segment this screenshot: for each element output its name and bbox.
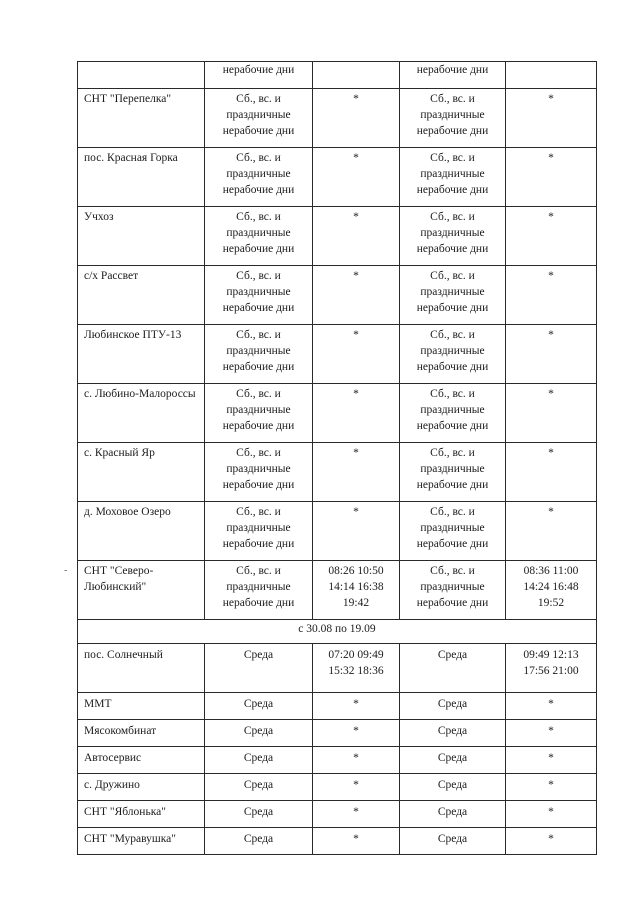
operating-days-cell (205, 266, 313, 325)
days-line: Сб., вс. и (430, 388, 475, 400)
stop-name-cell: ММТ (78, 693, 205, 720)
return-days-cell: Среда (400, 774, 506, 801)
margin-tick-mark: - (64, 565, 68, 576)
days-line: праздничные (226, 109, 291, 121)
return-times-cell (506, 443, 597, 502)
operating-days-cell: Среда (205, 774, 313, 801)
table-row (78, 207, 597, 266)
departure-times-cell: * (313, 747, 400, 774)
days-line: Сб., вс. и (430, 270, 475, 282)
days-line: нерабочие дни (416, 125, 489, 137)
stop-name-cell: Мясокомбинат (78, 720, 205, 747)
departure-times-cell: * (313, 693, 400, 720)
departure-times-cell (313, 644, 400, 693)
table-row (78, 443, 597, 502)
return-days-cell (400, 148, 506, 207)
days-line: Сб., вс. и (236, 152, 281, 164)
days-line: праздничные (420, 168, 485, 180)
days-line: Сб., вс. и (236, 506, 281, 518)
return-days-cell (400, 502, 506, 561)
operating-days-cell (205, 561, 313, 620)
time-line: * (353, 93, 359, 105)
return-times-cell: * (506, 801, 597, 828)
operating-days-cell: нерабочие дни (205, 62, 313, 89)
table-row (78, 828, 597, 855)
return-days-cell (400, 266, 506, 325)
table-row (78, 502, 597, 561)
days-line: нерабочие дни (222, 361, 295, 373)
return-days-cell (400, 325, 506, 384)
stop-name-cell: с. Дружино (78, 774, 205, 801)
return-days-cell (400, 89, 506, 148)
days-line: праздничные (226, 286, 291, 298)
days-line: нерабочие дни (222, 538, 295, 550)
stop-name-line: СНТ "Северо- (84, 565, 154, 577)
days-line: Сб., вс. и (236, 447, 281, 459)
table-row (78, 720, 597, 747)
return-days-cell (400, 207, 506, 266)
days-line: праздничные (226, 463, 291, 475)
time-line: 07:20 09:49 (328, 649, 384, 661)
days-line: нерабочие дни (416, 479, 489, 491)
departure-times-cell (313, 384, 400, 443)
stop-name-cell: пос. Красная Горка (78, 148, 205, 207)
days-line: нерабочие дни (222, 420, 295, 432)
stop-name-cell: Учхоз (78, 207, 205, 266)
operating-days-cell: Среда (205, 644, 313, 693)
days-line: праздничные (420, 463, 485, 475)
operating-days-cell (205, 443, 313, 502)
table-row (78, 561, 597, 620)
period-header-row (78, 620, 597, 644)
operating-days-cell (205, 325, 313, 384)
days-line: нерабочие дни (416, 184, 489, 196)
stop-name-cell (78, 561, 205, 620)
return-times-cell (506, 561, 597, 620)
days-line: праздничные (420, 227, 485, 239)
return-days-cell (400, 384, 506, 443)
time-line: * (548, 270, 554, 282)
operating-days-cell: Среда (205, 693, 313, 720)
time-line: * (353, 152, 359, 164)
operating-days-cell (205, 89, 313, 148)
stop-name-cell: Любинское ПТУ-13 (78, 325, 205, 384)
days-line: праздничные (226, 345, 291, 357)
time-line: 19:42 (342, 597, 370, 609)
operating-days-cell: Среда (205, 801, 313, 828)
time-line: 17:56 21:00 (523, 665, 579, 677)
stop-name-cell: с/х Рассвет (78, 266, 205, 325)
departure-times-cell (313, 561, 400, 620)
return-times-cell (506, 148, 597, 207)
departure-times-cell: * (313, 774, 400, 801)
table-row (78, 325, 597, 384)
departure-times-cell: * (313, 801, 400, 828)
return-days-cell: Среда (400, 747, 506, 774)
time-line: 14:24 16:48 (523, 581, 579, 593)
days-line: Сб., вс. и (430, 506, 475, 518)
days-line: Сб., вс. и (430, 93, 475, 105)
table-row (78, 266, 597, 325)
time-line: 14:14 16:38 (328, 581, 384, 593)
return-times-cell (506, 62, 597, 89)
stop-name-cell: с. Любино-Малороссы (78, 384, 205, 443)
time-line: * (353, 447, 359, 459)
operating-days-cell: Среда (205, 720, 313, 747)
table-row (78, 89, 597, 148)
return-days-cell: нерабочие дни (400, 62, 506, 89)
days-line: праздничные (420, 345, 485, 357)
days-line: Сб., вс. и (430, 152, 475, 164)
days-line: нерабочие дни (222, 479, 295, 491)
time-line: 09:49 12:13 (523, 649, 579, 661)
days-line: нерабочие дни (416, 420, 489, 432)
stop-name-cell: СНТ "Муравушка" (78, 828, 205, 855)
time-line: 08:26 10:50 (328, 565, 384, 577)
stop-name-cell: Автосервис (78, 747, 205, 774)
stop-name-cell: пос. Солнечный (78, 644, 205, 693)
operating-days-cell (205, 207, 313, 266)
departure-times-cell (313, 62, 400, 89)
return-times-cell: * (506, 774, 597, 801)
table-row (78, 801, 597, 828)
days-line: нерабочие дни (222, 125, 295, 137)
days-line: праздничные (226, 168, 291, 180)
return-times-cell: * (506, 747, 597, 774)
schedule-body (78, 62, 597, 855)
departure-times-cell: * (313, 720, 400, 747)
days-line: нерабочие дни (416, 538, 489, 550)
days-line: праздничные (420, 286, 485, 298)
operating-days-cell: Среда (205, 747, 313, 774)
return-days-cell (400, 561, 506, 620)
time-line: * (353, 211, 359, 223)
return-times-cell: * (506, 720, 597, 747)
return-times-cell (506, 325, 597, 384)
continued-row (78, 62, 597, 89)
stop-name-cell: СНТ "Перепелка" (78, 89, 205, 148)
departure-times-cell (313, 443, 400, 502)
stop-name-cell: СНТ "Яблонька" (78, 801, 205, 828)
days-line: Сб., вс. и (430, 565, 475, 577)
departure-times-cell (313, 325, 400, 384)
departure-times-cell: * (313, 828, 400, 855)
days-line: праздничные (226, 522, 291, 534)
table-row (78, 384, 597, 443)
return-times-cell (506, 89, 597, 148)
days-line: Сб., вс. и (430, 447, 475, 459)
bus-schedule-table (77, 61, 597, 855)
days-line: праздничные (226, 404, 291, 416)
time-line: * (548, 506, 554, 518)
days-line: Сб., вс. и (236, 93, 281, 105)
days-line: праздничные (420, 522, 485, 534)
table-row (78, 693, 597, 720)
departure-times-cell (313, 266, 400, 325)
time-line: * (548, 211, 554, 223)
return-times-cell: * (506, 693, 597, 720)
days-line: нерабочие дни (222, 597, 295, 609)
days-line: нерабочие дни (222, 184, 295, 196)
days-line: Сб., вс. и (236, 565, 281, 577)
operating-days-cell (205, 502, 313, 561)
stop-name-cell: д. Моховое Озеро (78, 502, 205, 561)
departure-times-cell (313, 207, 400, 266)
days-line: праздничные (226, 581, 291, 593)
days-line: Сб., вс. и (236, 388, 281, 400)
days-line: праздничные (420, 109, 485, 121)
time-line: * (353, 329, 359, 341)
return-times-cell (506, 644, 597, 693)
days-line: нерабочие дни (416, 302, 489, 314)
return-days-cell: Среда (400, 693, 506, 720)
days-line: нерабочие дни (416, 243, 489, 255)
stop-name-cell (78, 62, 205, 89)
time-line: * (548, 447, 554, 459)
time-line: 08:36 11:00 (523, 565, 579, 577)
stop-name-line: Любинский" (84, 581, 147, 593)
return-days-cell: Среда (400, 828, 506, 855)
time-line: 19:52 (537, 597, 565, 609)
time-line: * (548, 329, 554, 341)
days-line: праздничные (420, 404, 485, 416)
time-line: * (353, 270, 359, 282)
return-days-cell: Среда (400, 720, 506, 747)
return-days-cell (400, 443, 506, 502)
table-row (78, 148, 597, 207)
operating-days-cell: Среда (205, 828, 313, 855)
return-times-cell: * (506, 828, 597, 855)
table-row (78, 747, 597, 774)
departure-times-cell (313, 502, 400, 561)
days-line: нерабочие дни (222, 243, 295, 255)
days-line: Сб., вс. и (430, 329, 475, 341)
return-days-cell: Среда (400, 644, 506, 693)
time-line: * (548, 388, 554, 400)
operating-days-cell (205, 384, 313, 443)
operating-days-cell (205, 148, 313, 207)
days-line: праздничные (420, 581, 485, 593)
time-line: * (548, 152, 554, 164)
days-line: нерабочие дни (416, 597, 489, 609)
departure-times-cell (313, 148, 400, 207)
return-times-cell (506, 384, 597, 443)
days-line: Сб., вс. и (236, 329, 281, 341)
return-times-cell (506, 207, 597, 266)
period-title: с 30.08 по 19.09 (78, 620, 597, 644)
days-line: нерабочие дни (222, 302, 295, 314)
table-row (78, 644, 597, 693)
time-line: * (548, 93, 554, 105)
days-line: праздничные (226, 227, 291, 239)
table-row (78, 774, 597, 801)
return-times-cell (506, 502, 597, 561)
return-times-cell (506, 266, 597, 325)
return-days-cell: Среда (400, 801, 506, 828)
time-line: 15:32 18:36 (328, 665, 384, 677)
stop-name-cell: с. Красный Яр (78, 443, 205, 502)
days-line: Сб., вс. и (236, 270, 281, 282)
days-line: нерабочие дни (416, 361, 489, 373)
days-line: Сб., вс. и (430, 211, 475, 223)
time-line: * (353, 506, 359, 518)
days-line: Сб., вс. и (236, 211, 281, 223)
time-line: * (353, 388, 359, 400)
departure-times-cell (313, 89, 400, 148)
